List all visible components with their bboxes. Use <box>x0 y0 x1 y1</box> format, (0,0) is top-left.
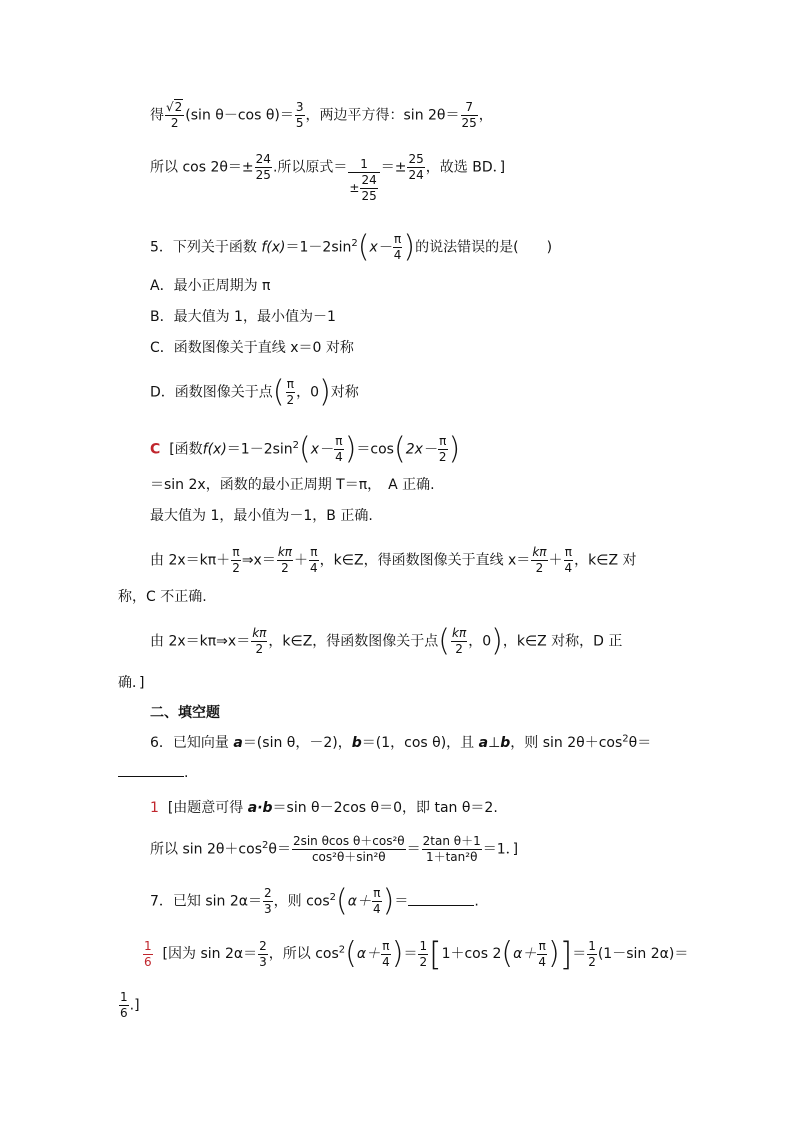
text: 所以 cos 2θ＝± <box>150 159 254 176</box>
text: (1－sin 2α)＝ <box>597 946 689 962</box>
denominator: 2 <box>170 116 179 130</box>
numerator: 2sin θcos θ＋cos²θ <box>292 834 405 848</box>
denominator: 2 <box>281 561 289 575</box>
text: ＝1．] <box>482 841 519 858</box>
text: ，k∈Z 对称，D 正 <box>502 633 623 650</box>
solution-7-line-1 <box>142 935 689 973</box>
question-6 <box>150 732 651 754</box>
denominator: 4 <box>335 450 343 464</box>
text: [函数 <box>169 441 203 458</box>
denominator: 2 <box>438 450 447 464</box>
text: ＝(1，cos θ)，且 <box>361 735 479 751</box>
function-name: f(x) <box>261 239 286 256</box>
solution-6-line-1 <box>150 797 498 819</box>
text: ，0 <box>468 633 492 650</box>
denominator: 6 <box>144 954 152 969</box>
question-6-answer-blank <box>118 762 188 784</box>
numerator: 2tan θ＋1 <box>422 834 481 848</box>
option-d <box>150 374 359 410</box>
fraction <box>165 100 184 131</box>
text: 7．已知 sin 2α＝ <box>150 893 262 910</box>
option-c: C．函数图像关于直线 x＝0 对称 <box>150 340 354 356</box>
text: 2x－ <box>405 441 437 458</box>
numerator: π <box>382 938 390 953</box>
solution-5-line-5: 称，C 不正确. <box>118 589 207 605</box>
numerator: 2 <box>259 938 267 953</box>
section-heading: 二、填空题 <box>150 705 220 721</box>
denominator: 4 <box>372 902 381 916</box>
fraction <box>251 626 267 657</box>
compound-fraction <box>348 157 379 204</box>
numerator: 24 <box>361 172 377 187</box>
numerator: π <box>393 232 402 246</box>
numerator: 7 <box>461 100 478 116</box>
exponent: 2 <box>292 439 300 451</box>
denominator: 6 <box>120 1006 128 1020</box>
numerator: π <box>310 545 318 559</box>
numerator: kπ <box>277 545 293 559</box>
numerator: 1 <box>588 938 596 953</box>
text: θ＝ <box>268 841 291 858</box>
denominator: 24 <box>408 168 424 182</box>
fraction <box>309 545 319 576</box>
text: 由 2x＝kπ⇒x＝ <box>150 633 251 650</box>
solution-line-1 <box>150 100 493 131</box>
right-paren: ) <box>344 431 357 467</box>
left-paren: ( <box>345 936 357 971</box>
answer-label: 1 <box>150 800 159 816</box>
fraction <box>372 886 382 917</box>
numerator: π <box>232 545 240 559</box>
option-b: B．最大值为 1，最小值为－1 <box>150 309 336 325</box>
denominator: 25 <box>255 168 271 182</box>
text: ＋ <box>294 552 309 569</box>
text: [由题意可得 <box>167 800 248 816</box>
fraction <box>258 939 268 970</box>
text: ， <box>478 107 493 124</box>
text: x－ <box>310 441 334 458</box>
numerator: 3 <box>295 100 304 114</box>
answer-fraction <box>143 939 153 970</box>
text: ，k∈Z，得函数图像关于直线 x＝ <box>319 552 531 569</box>
solution-7-line-2 <box>118 990 140 1021</box>
fraction <box>286 377 296 408</box>
text: α＋ <box>356 946 381 962</box>
right-paren: ) <box>319 374 331 410</box>
text: .] <box>129 997 140 1014</box>
fraction <box>393 232 403 263</box>
text: α＋ <box>347 893 371 910</box>
fraction <box>255 152 272 183</box>
vector-b: b <box>351 735 362 751</box>
denominator: 2 <box>535 561 544 575</box>
numerator: 24 <box>255 152 271 166</box>
solution-6-line-2 <box>150 834 518 865</box>
right-paren: ) <box>382 883 395 919</box>
denominator: 4 <box>564 561 573 575</box>
radicand: 2 <box>174 100 183 114</box>
fraction <box>461 100 478 131</box>
answer-blank <box>408 891 474 906</box>
denominator: 3 <box>264 902 272 916</box>
numerator: 1 <box>120 990 128 1004</box>
text: 1＋cos 2 <box>441 946 502 962</box>
option-a: A．最小正周期为 π <box>150 278 271 294</box>
left-paren: ( <box>393 431 406 467</box>
plus-minus: ± <box>349 180 360 195</box>
denominator: 4 <box>393 248 402 262</box>
text: ⊥ <box>488 735 501 751</box>
text: ＝(sin θ，－2)， <box>242 735 352 751</box>
text: 得 <box>150 107 164 124</box>
text: [因为 sin 2α＝ <box>162 946 258 962</box>
question-7 <box>150 883 479 919</box>
text: ，则 cos <box>273 893 330 910</box>
text: (sin θ－cos θ)＝ <box>185 107 294 124</box>
text: α＋ <box>513 946 537 962</box>
denominator: 25 <box>361 188 377 203</box>
dot-product: a·b <box>247 800 273 816</box>
text: D．函数图像关于点 <box>150 384 273 401</box>
denominator: 4 <box>382 954 390 969</box>
vector-a: a <box>233 735 243 751</box>
text: ，则 sin 2θ＋cos <box>510 735 623 751</box>
numerator: π <box>373 886 381 900</box>
left-bracket: [ <box>429 935 442 973</box>
text: ＝cos <box>356 441 394 458</box>
denominator: 4 <box>538 954 546 969</box>
numerator: 25 <box>408 152 424 166</box>
fraction <box>407 152 424 183</box>
text: 的说法错误的是( ) <box>415 239 553 256</box>
solution-5-line-4 <box>150 545 636 576</box>
numerator: √2 <box>166 100 183 114</box>
left-paren: ( <box>272 374 285 410</box>
denominator: cos²θ＋sin²θ <box>311 850 386 864</box>
fraction <box>277 545 293 576</box>
numerator: π <box>335 434 343 448</box>
exponent: 2 <box>329 891 337 903</box>
text: ＝sin θ－2cos θ＝0，即 tan θ＝2. <box>272 800 498 816</box>
text: ＋ <box>548 552 563 569</box>
right-paren: ) <box>548 936 560 971</box>
numerator: 1 <box>348 157 379 173</box>
fraction <box>438 434 448 465</box>
answer-blank <box>118 762 184 777</box>
text: ，k∈Z 对 <box>574 552 637 569</box>
text: ＝± <box>380 159 407 176</box>
denominator: 2 <box>255 642 264 656</box>
text: ，所以 cos <box>268 946 339 962</box>
denominator: 2 <box>588 954 596 969</box>
text: 对称 <box>330 384 359 401</box>
denominator: 1＋tan²θ <box>425 850 478 864</box>
fraction <box>381 939 391 970</box>
text: ＝1－2sin <box>285 239 352 256</box>
fraction <box>263 886 273 917</box>
fraction <box>537 939 547 970</box>
solution-5-line-7: 确．] <box>118 675 145 691</box>
right-bracket: ] <box>559 935 573 973</box>
denominator: 5 <box>295 116 304 130</box>
denominator: 25 <box>461 116 477 130</box>
text: 5．下列关于函数 <box>150 239 262 256</box>
fraction <box>587 939 597 970</box>
denominator: 2 <box>419 954 428 969</box>
text: 6．已知向量 <box>150 735 234 751</box>
numerator: 1 <box>144 938 152 953</box>
text: ⇒x＝ <box>241 552 276 569</box>
left-paren: ( <box>299 431 311 467</box>
numerator: π <box>564 545 572 559</box>
text: ＝ <box>572 946 587 962</box>
denominator: 3 <box>259 954 267 969</box>
solution-5-line-1 <box>150 431 461 467</box>
left-paren: ( <box>501 936 514 971</box>
answer-label: C <box>150 441 161 458</box>
solution-5-line-2: ＝sin 2x，函数的最小正周期 T＝π， A 正确. <box>150 477 435 493</box>
fraction <box>292 834 406 865</box>
left-paren: ( <box>357 229 370 265</box>
right-paren: ) <box>491 623 503 659</box>
vector-b: b <box>500 735 511 751</box>
text: .所以原式＝ <box>272 159 348 176</box>
right-paren: ) <box>391 936 404 971</box>
text: ＝1－2sin <box>226 441 293 458</box>
numerator: 2 <box>264 886 272 900</box>
solution-line-2 <box>150 152 505 204</box>
right-paren: ) <box>448 431 461 467</box>
text: ＝ <box>406 841 421 858</box>
fraction <box>564 545 574 576</box>
right-paren: ) <box>403 229 416 265</box>
text: ，k∈Z，得函数图像关于点 <box>268 633 439 650</box>
fraction <box>119 990 129 1021</box>
text: x－ <box>369 239 392 256</box>
solution-5-line-6 <box>150 623 623 659</box>
text: ，故选 BD．] <box>425 159 506 176</box>
numerator: π <box>538 938 546 953</box>
fraction <box>334 434 344 465</box>
fraction <box>451 626 467 657</box>
vector-a: a <box>478 735 489 751</box>
denominator: 4 <box>310 561 318 575</box>
text: . <box>474 893 479 910</box>
left-paren: ( <box>336 883 348 919</box>
function-name: f(x) <box>202 441 227 458</box>
text: 所以 sin 2θ＋cos <box>150 841 262 858</box>
fraction <box>422 834 482 865</box>
text: ，0 <box>296 384 320 401</box>
text: . <box>184 765 189 781</box>
denominator: 2 <box>286 393 295 407</box>
fraction <box>231 545 241 576</box>
fraction <box>295 100 305 131</box>
numerator: kπ <box>252 626 267 640</box>
text: ＝ <box>403 946 418 962</box>
denominator <box>348 173 379 204</box>
exponent: 2 <box>338 944 346 956</box>
numerator: kπ <box>452 626 467 640</box>
numerator: kπ <box>532 545 547 559</box>
left-paren: ( <box>438 623 451 659</box>
text: 由 2x＝kπ＋ <box>150 552 231 569</box>
denominator: 2 <box>232 561 240 575</box>
numerator: π <box>286 377 294 391</box>
exponent: 2 <box>622 733 629 745</box>
question-5 <box>150 229 553 265</box>
text: ，两边平方得：sin 2θ＝ <box>305 107 460 124</box>
denominator: 2 <box>455 642 463 656</box>
fraction <box>418 939 428 970</box>
inner-fraction <box>360 173 377 204</box>
numerator: 1 <box>419 938 428 953</box>
solution-5-line-3: 最大值为 1，最小值为－1，B 正确. <box>150 508 373 524</box>
exponent: 2 <box>262 839 269 851</box>
numerator: π <box>439 434 447 448</box>
exponent: 2 <box>351 237 358 249</box>
text: θ＝ <box>628 735 652 751</box>
fraction <box>531 545 547 576</box>
text: ＝ <box>394 893 409 910</box>
